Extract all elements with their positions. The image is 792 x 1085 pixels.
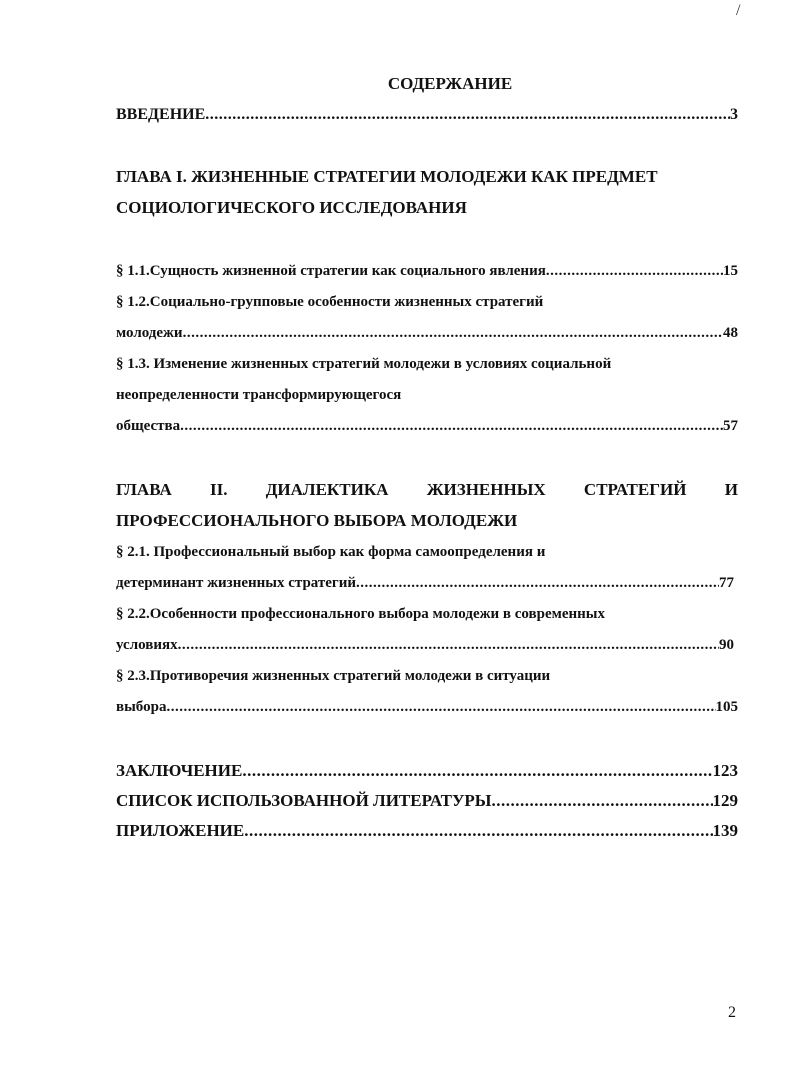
heading-word: СТРАТЕГИЙ (583, 480, 687, 499)
toc-page-number: 123 (712, 761, 738, 780)
chapter-1-heading-line-1: ГЛАВА I. ЖИЗНЕННЫЕ СТРАТЕГИИ МОЛОДЕЖИ КАК ПРЕДМЕТ (116, 167, 658, 186)
heading-word: И (724, 480, 738, 499)
toc-page-number: 129 (712, 791, 738, 810)
toc-label: ВВЕДЕНИЕ (116, 106, 206, 123)
toc-label: СПИСОК ИСПОЛЬЗОВАННОЙ ЛИТЕРАТУРЫ (116, 791, 492, 810)
toc-leader-dots (166, 697, 715, 717)
toc-label: молодежи (116, 325, 183, 341)
toc-label: ЗАКЛЮЧЕНИЕ (116, 761, 243, 780)
toc-entry-section-2-2 (116, 635, 734, 655)
toc-leader-dots (244, 821, 712, 841)
toc-page-number: 48 (723, 325, 738, 341)
toc-entry-introduction (116, 105, 738, 125)
toc-leader-dots (242, 761, 712, 781)
toc-page-number: 139 (712, 821, 738, 840)
heading-word: ДИАЛЕКТИКА (265, 480, 389, 499)
toc-leader-dots (178, 635, 719, 655)
section-1-3-title-line-1: § 1.3. Изменение жизненных стратегий молодежи в условиях социальной (116, 356, 612, 372)
section-2-3-title: § 2.3.Противоречия жизненных стратегий молодежи в ситуации (116, 668, 551, 684)
heading-word: ЖИЗНЕННЫХ (426, 480, 546, 499)
toc-label: § 1.1.Сущность жизненной стратегии как социального явления (116, 263, 546, 279)
toc-leader-dots (180, 416, 723, 436)
heading-word: II. (210, 480, 228, 499)
toc-leader-dots (546, 261, 723, 281)
chapter-2-heading-line-1 (116, 480, 738, 500)
section-2-2-title: § 2.2.Особенности профессионального выбора молодежи в современных (116, 606, 605, 622)
toc-label: выбора (116, 699, 167, 715)
toc-page-number: 57 (723, 418, 738, 434)
toc-entry-section-2-3 (116, 697, 738, 717)
toc-page-number: 77 (719, 575, 734, 591)
toc-page-number: 105 (715, 699, 738, 715)
toc-leader-dots (492, 791, 713, 811)
toc-label: ПРИЛОЖЕНИЕ (116, 821, 245, 840)
toc-entry-section-1-3 (116, 416, 738, 436)
toc-entry-section-2-1 (116, 573, 734, 593)
section-1-2-title: § 1.2.Социально-групповые особенности жизненных стратегий (116, 294, 544, 310)
section-1-3-title-line-2: неопределенности трансформирующегося (116, 387, 402, 403)
toc-entry-conclusion (116, 761, 738, 781)
toc-label: условиях (116, 637, 178, 653)
toc-page-number: 15 (723, 263, 738, 279)
toc-label: общества (116, 418, 181, 434)
corner-scan-mark: / (736, 2, 741, 19)
page-number: 2 (728, 1004, 736, 1021)
toc-leader-dots (205, 105, 730, 125)
chapter-1-heading-line-2: СОЦИОЛОГИЧЕСКОГО ИССЛЕДОВАНИЯ (116, 198, 467, 217)
toc-page-number: 90 (719, 637, 734, 653)
heading-word: ГЛАВА (116, 480, 172, 499)
toc-entry-appendix (116, 821, 738, 841)
page-title: СОДЕРЖАНИЕ (387, 74, 513, 93)
toc-entry-section-1-2 (116, 323, 738, 343)
toc-entry-section-1-1 (116, 261, 738, 281)
toc-page-number: 3 (730, 106, 738, 123)
toc-label: детерминант жизненных стратегий (116, 575, 357, 591)
section-2-1-title: § 2.1. Профессиональный выбор как форма самоопределения и (116, 544, 546, 560)
toc-entry-references (116, 791, 738, 811)
chapter-2-heading-line-2: ПРОФЕССИОНАЛЬНОГО ВЫБОРА МОЛОДЕЖИ (116, 511, 518, 530)
toc-leader-dots (356, 573, 719, 593)
toc-leader-dots (183, 323, 723, 343)
